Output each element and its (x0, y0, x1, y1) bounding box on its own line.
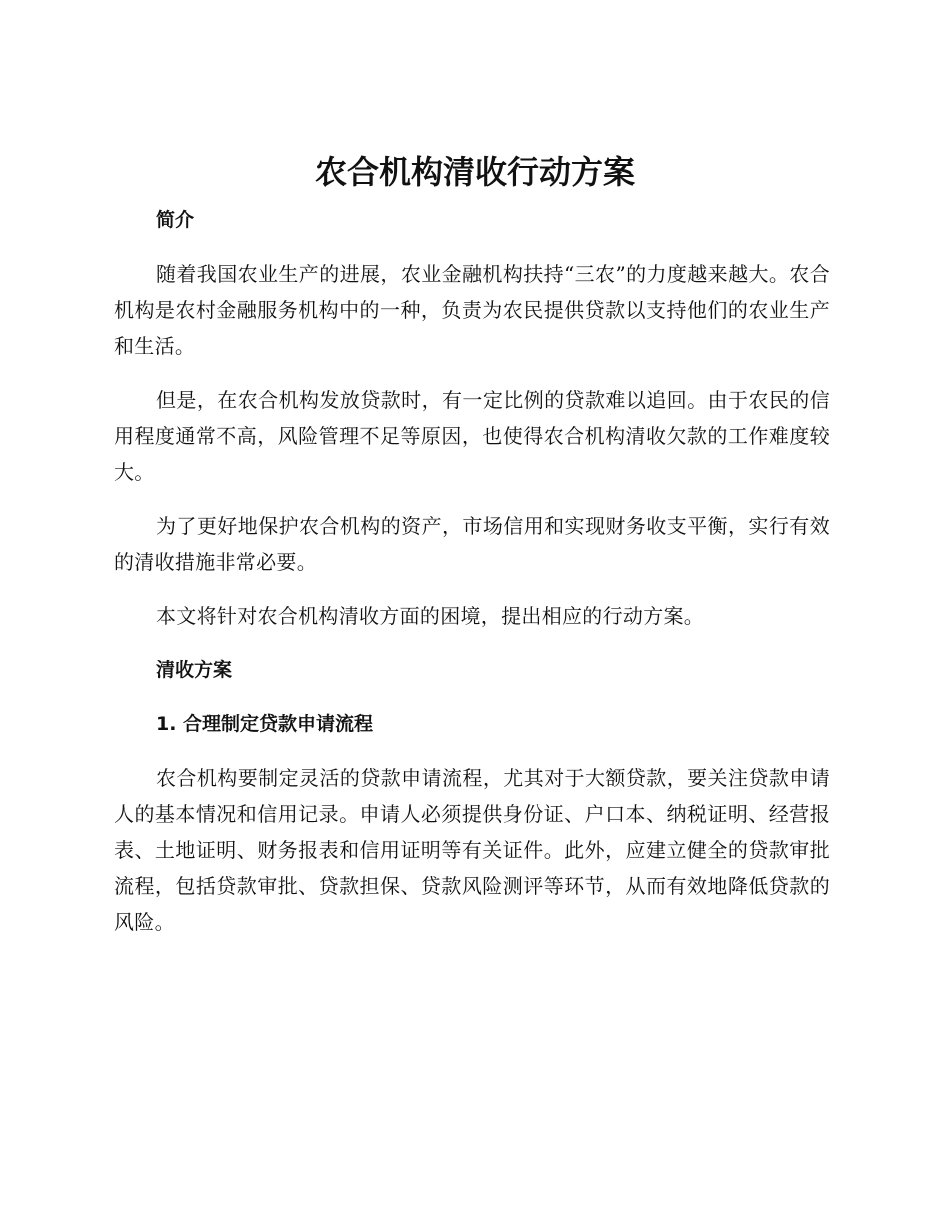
intro-paragraph-1: 随着我国农业生产的进展，农业金融机构扶持“三农”的力度越来越大。农合机构是农村金融服务机构中的一种，负责为农民提供贷款以支持他们的农业生产和生活。 (114, 262, 830, 358)
document-title: 农合机构清收行动方案 (314, 153, 635, 191)
intro-paragraph-4: 本文将针对农合机构清收方面的困境，提出相应的行动方案。 (156, 604, 705, 628)
section-heading-plan: 清收方案 (156, 659, 233, 681)
subsection-heading-1: 1. 合理制定贷款申请流程 (156, 713, 374, 735)
section-heading-intro: 简介 (156, 209, 195, 231)
intro-paragraph-2: 但是，在农合机构发放贷款时，有一定比例的贷款难以追回。由于农民的信用程度通常不高，风险管理不足等原因，也使得农合机构清收欠款的工作难度较大。 (114, 388, 830, 484)
document-body (114, 202, 830, 958)
intro-paragraph-3: 为了更好地保护农合机构的资产，市场信用和实现财务收支平衡，实行有效的清收措施非常必要。 (114, 514, 830, 574)
plan-paragraph-1: 农合机构要制定灵活的贷款申请流程，尤其对于大额贷款，要关注贷款申请人的基本情况和信用记录。申请人必须提供身份证、户口本、纳税证明、经营报表、土地证明、财务报表和信用证明等有关证件。此外，应建立健全的贷款审批流程，包括贷款审批、贷款担保、贷款风险测评等环节，从而有效地降低贷款的风险。 (114, 766, 830, 934)
